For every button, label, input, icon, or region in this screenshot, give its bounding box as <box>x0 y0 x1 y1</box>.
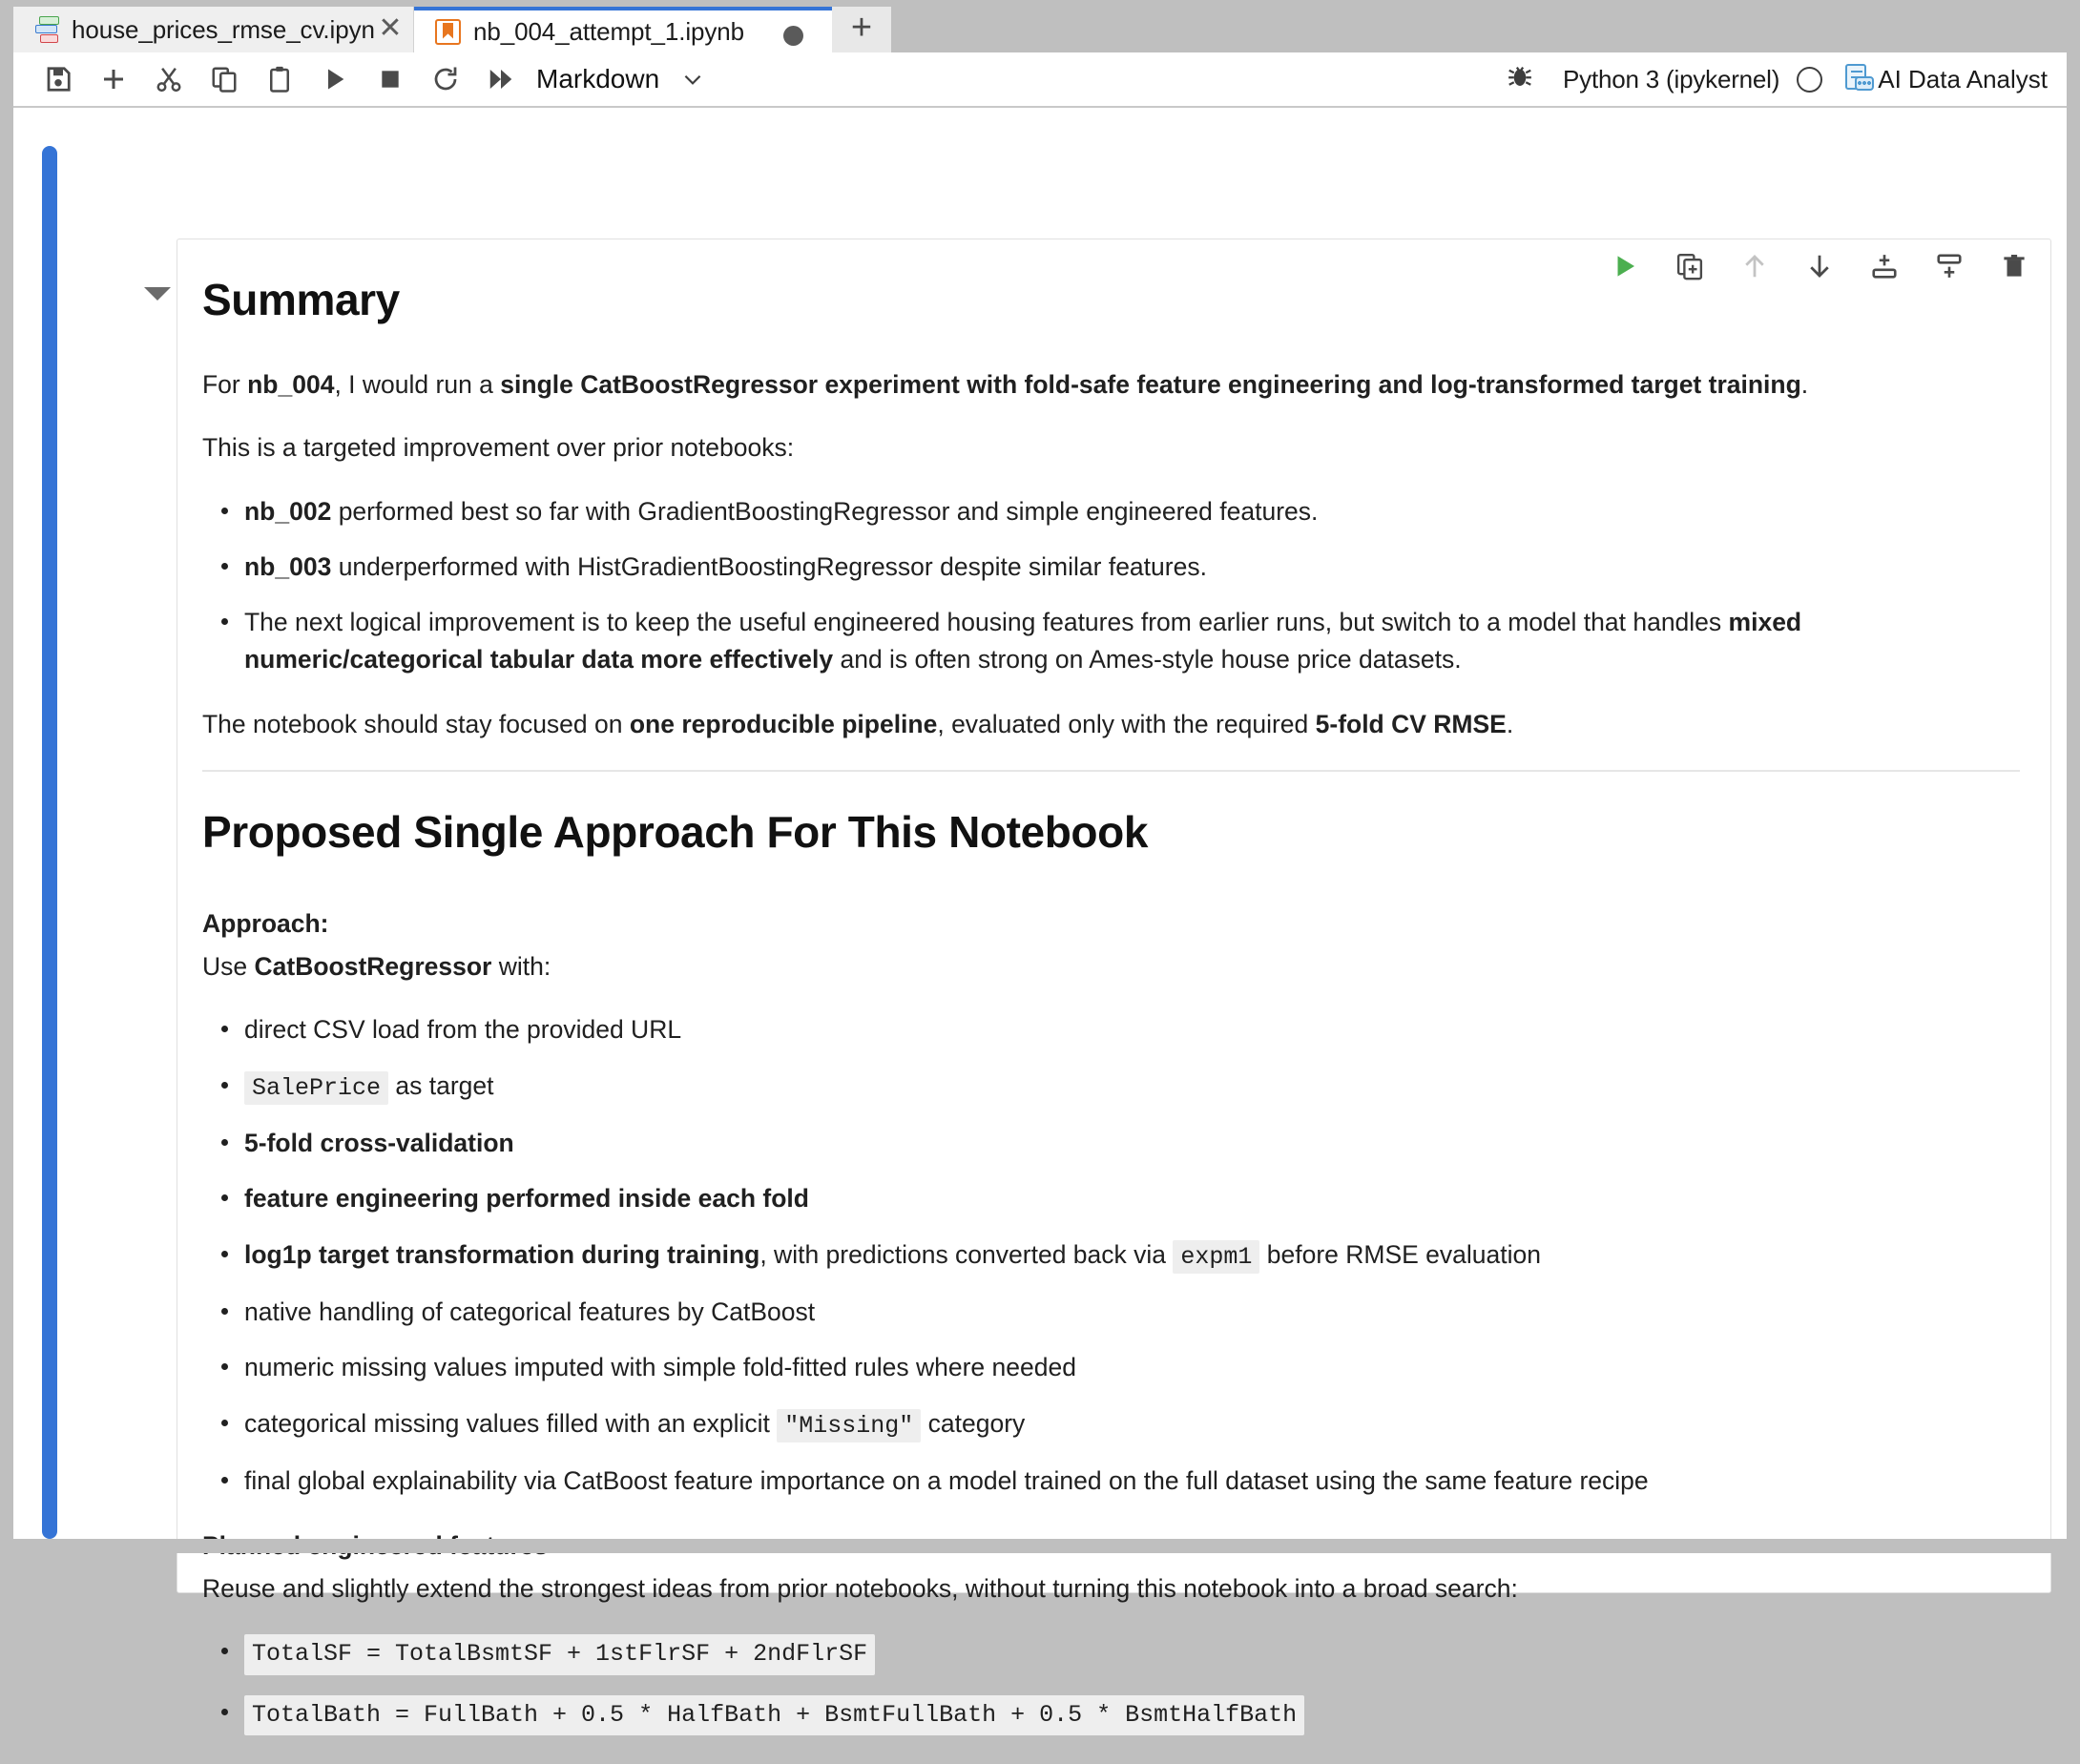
window-bottom-edge <box>0 1539 2080 1553</box>
approach-line <box>202 948 2020 985</box>
notebook-icon <box>34 15 59 44</box>
text-fragment: , evaluated only with the required <box>937 710 1316 739</box>
focus-paragraph <box>202 706 2020 742</box>
scissors-icon <box>155 65 183 93</box>
clipboard-icon <box>265 65 294 93</box>
add-cell-button[interactable] <box>86 52 141 106</box>
kernel-status-icon[interactable] <box>1797 67 1822 93</box>
list-item <box>244 1294 2020 1330</box>
ai-data-analyst-icon <box>1843 63 1876 95</box>
text-fragment-bold: log1p target transformation during training <box>244 1239 760 1269</box>
save-icon <box>44 65 73 93</box>
text-fragment-bold: CatBoostRegressor <box>254 951 492 981</box>
inline-code: expm1 <box>1173 1240 1259 1274</box>
text-fragment: The next logical improvement is to keep the useful engineered housing features from earlier runs, but switch to a model that handles <box>244 608 1729 637</box>
list-item <box>244 1068 2020 1106</box>
list-item <box>244 1349 2020 1385</box>
close-icon[interactable]: ✕ <box>378 12 403 44</box>
text-fragment-bold: 5-fold CV RMSE <box>1315 710 1507 739</box>
list-item <box>244 1405 2020 1443</box>
restart-icon <box>431 65 460 93</box>
text-fragment: before RMSE evaluation <box>1259 1239 1541 1269</box>
text-fragment: , I would run a <box>334 369 501 399</box>
engineered-features-list <box>202 1633 2020 1735</box>
copy-icon <box>210 65 239 93</box>
paste-button[interactable] <box>252 52 307 106</box>
play-icon <box>322 66 348 93</box>
list-item <box>244 604 2020 677</box>
list-item <box>244 1180 2020 1216</box>
restart-kernel-button[interactable] <box>418 52 473 106</box>
text-fragment-bold: one reproducible pipeline <box>629 710 938 739</box>
approach-list <box>202 1011 2020 1499</box>
text-fragment-bold: nb_002 <box>244 496 332 526</box>
tab-nb-004-attempt-1[interactable] <box>414 7 832 52</box>
text-fragment: performed best so far with GradientBoostingRegressor and simple engineered features. <box>331 496 1319 526</box>
chevron-down-icon <box>680 67 705 92</box>
text-fragment: final global explainability via CatBoost feature importance on a model trained on the full dataset using the same feature recipe <box>244 1466 1649 1496</box>
cut-button[interactable] <box>141 52 197 106</box>
text-fragment: . <box>1506 710 1514 739</box>
inline-code: "Missing" <box>777 1409 921 1442</box>
inline-code: TotalBath = FullBath + 0.5 * HalfBath + BsmtFullBath + 0.5 * BsmtHalfBath <box>244 1695 1304 1735</box>
text-fragment: with: <box>491 951 551 981</box>
save-button[interactable] <box>31 52 86 106</box>
fast-forward-icon <box>487 65 515 93</box>
toolbar-button-group <box>31 52 529 106</box>
text-fragment: and is often strong on Ames-style house price datasets. <box>833 644 1462 674</box>
copy-button[interactable] <box>197 52 252 106</box>
run-button[interactable] <box>307 52 363 106</box>
stop-button[interactable] <box>363 52 418 106</box>
text-fragment: , with predictions converted back via <box>759 1239 1174 1269</box>
text-fragment: . <box>1800 369 1809 399</box>
text-fragment: native handling of categorical features by CatBoost <box>244 1297 816 1326</box>
list-item <box>244 1633 2020 1674</box>
bug-icon <box>1506 62 1534 91</box>
improvement-paragraph: This is a targeted improvement over prior notebooks: <box>202 433 795 463</box>
text-fragment: as target <box>388 1070 494 1100</box>
unsaved-changes-dot <box>783 26 803 46</box>
run-all-button[interactable] <box>473 52 529 106</box>
list-item <box>244 549 2020 585</box>
text-fragment-bold: mixed numeric/categorical tabular data more effectively <box>244 608 1802 674</box>
text-fragment: numeric missing values imputed with simple fold-fitted rules where needed <box>244 1353 1076 1382</box>
list-item <box>244 1125 2020 1161</box>
text-fragment-bold: feature engineering performed inside each fold <box>244 1184 809 1214</box>
stop-icon <box>378 67 403 92</box>
text-fragment: categorical missing values filled with an explicit <box>244 1408 778 1438</box>
planned-features-line: Reuse and slightly extend the strongest ideas from prior notebooks, without turning this notebook into a broad search: <box>202 1573 1518 1603</box>
window-left-edge <box>0 52 13 1553</box>
section-title-proposed-approach: Proposed Single Approach For This Notebook <box>202 806 1149 857</box>
list-item <box>244 493 2020 529</box>
section-divider <box>202 770 2020 772</box>
new-tab-button[interactable]: + <box>832 7 891 52</box>
text-fragment: For <box>202 369 248 399</box>
text-fragment-bold: single CatBoostRegressor experiment with fold-safe feature engineering and log-transformed target training <box>500 369 1801 399</box>
page-title: Summary <box>202 275 400 324</box>
text-fragment-bold: nb_004 <box>247 369 335 399</box>
ai-data-analyst-button[interactable]: AI Data Analyst <box>1878 64 2048 93</box>
inline-code: TotalSF = TotalBsmtSF + 1stFlrSF + 2ndFlrSF <box>244 1634 875 1674</box>
prior-notebooks-list <box>202 493 2020 678</box>
plus-icon <box>99 65 128 93</box>
list-item <box>244 1463 2020 1499</box>
debug-button[interactable] <box>1506 62 1534 97</box>
markdown-cell[interactable] <box>177 239 2051 1729</box>
approach-label: Approach: <box>202 909 329 939</box>
toolbar-status-group <box>1506 52 2048 106</box>
notebook-toolbar <box>13 52 2067 108</box>
collapse-cell-arrow-icon[interactable] <box>144 287 171 301</box>
list-item <box>244 1236 2020 1275</box>
text-fragment: underperformed with HistGradientBoostingRegressor despite similar features. <box>331 551 1207 581</box>
text-fragment: category <box>921 1408 1026 1438</box>
cell-type-select[interactable] <box>536 52 705 106</box>
text-fragment: The notebook should stay focused on <box>202 710 630 739</box>
tab-label: nb_004_attempt_1.ipynb <box>473 16 745 46</box>
text-fragment: direct CSV load from the provided URL <box>244 1015 682 1045</box>
editor-tab-bar <box>0 0 2080 52</box>
tab-label: house_prices_rmse_cv.ipyn <box>72 14 375 44</box>
kernel-name-label[interactable]: Python 3 (ipykernel) <box>1563 64 1780 93</box>
list-item <box>244 1011 2020 1048</box>
cell-selection-indicator <box>42 146 57 1539</box>
cell-type-label: Markdown <box>536 64 660 93</box>
inline-code: SalePrice <box>244 1071 388 1105</box>
text-fragment-bold: 5-fold cross-validation <box>244 1128 514 1157</box>
text-fragment-bold: nb_003 <box>244 551 332 581</box>
bookmark-icon <box>435 19 461 45</box>
intro-paragraph <box>202 366 2020 403</box>
notebook-canvas <box>13 108 2067 1729</box>
list-item <box>244 1694 2020 1735</box>
tab-house-prices-rmse-cv[interactable] <box>13 7 414 52</box>
window-right-edge <box>2067 52 2080 1553</box>
text-fragment: Use <box>202 951 255 981</box>
